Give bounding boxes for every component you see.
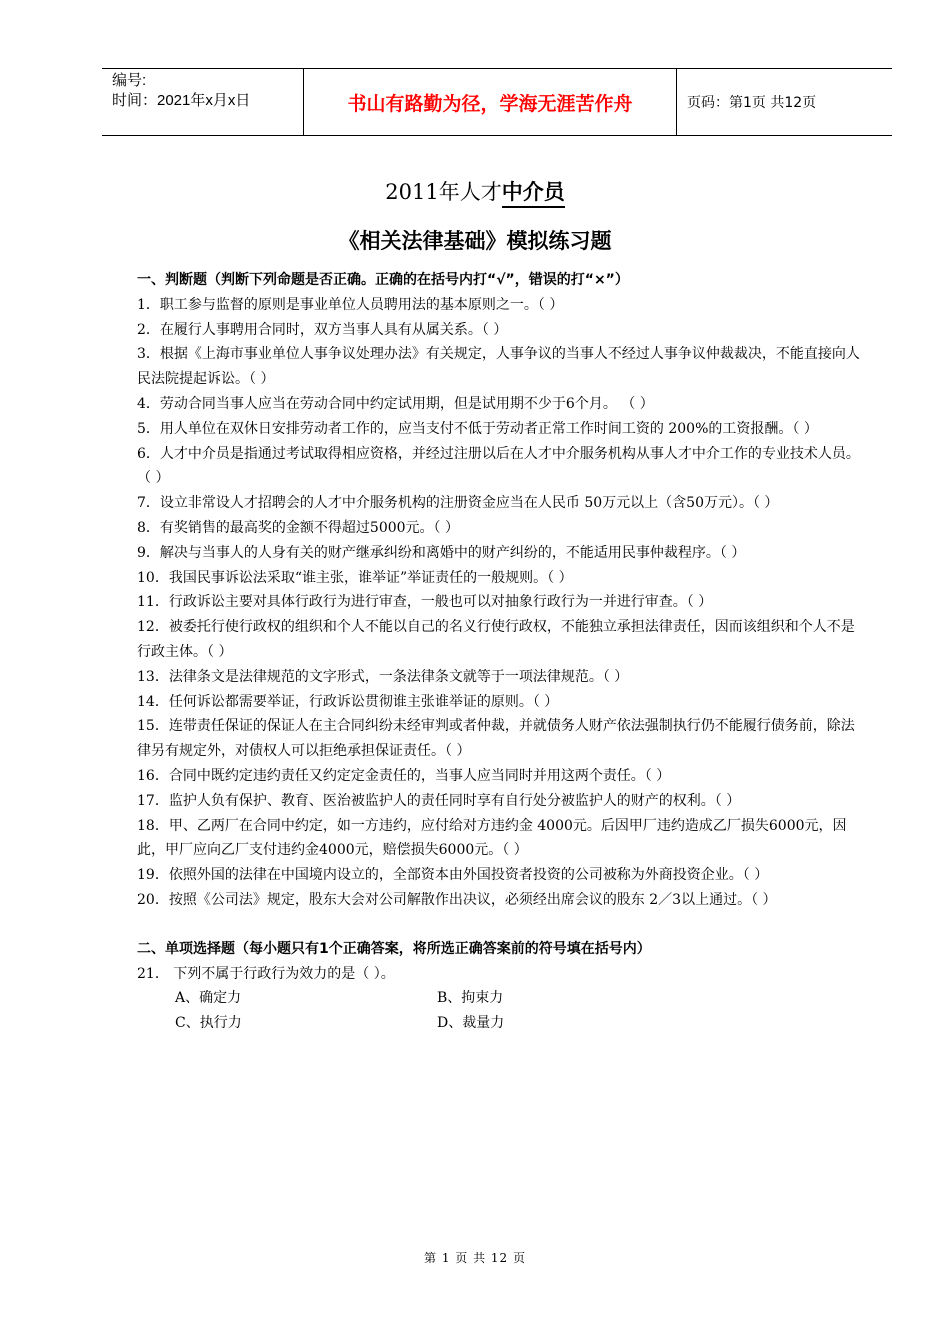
doc-title-line2: 《相关法律基础》模拟练习题	[338, 229, 612, 253]
question-2: 2．在履行人事聘用合同时，双方当事人具有从属关系。（ ）	[137, 321, 508, 338]
question-4: 4．劳动合同当事人应当在劳动合同中约定试用期，但是试用期不少于6个月。 （ ）	[137, 395, 654, 412]
document-header	[102, 68, 892, 136]
question-8: 8．有奖销售的最高奖的金额不得超过5000元。（ ）	[137, 519, 459, 536]
options-row-1	[137, 986, 865, 1011]
section-gap	[137, 913, 865, 937]
question-19: 19．依照外国的法律在中国境内设立的，全部资本由外国投资者投资的公司被称为外商投资企业。（ ）	[137, 867, 769, 884]
section2-heading: 二、单项选择题（每小题只有1个正确答案，将所选正确答案前的符号填在括号内）	[137, 940, 651, 957]
question-7: 7．设立非常设人才招聘会的人才中介服务机构的注册资金应当在人民币 50万元以上（含50万元）。（ ）	[137, 495, 779, 512]
header-page-info: 页码：第1页 共12页	[687, 95, 817, 111]
question-6: 6．人才中介员是指通过考试取得相应资格，并经过注册以后在人才中介服务机构从事人才中介工作的专业技术人员。（ ）	[137, 445, 860, 487]
option-b: B、拘束力	[437, 990, 504, 1007]
header-meta	[102, 69, 303, 135]
options-row-2	[137, 1011, 865, 1036]
question-11: 11．行政诉讼主要对具体行政行为进行审查，一般也可以对抽象行政行为一并进行审查。（ ）	[137, 594, 713, 611]
page-footer: 第 1 页 共 12 页	[424, 1251, 526, 1265]
question-10: 10．我国民事诉讼法采取“谁主张，谁举证”举证责任的一般规则。（ ）	[137, 569, 573, 586]
title-prefix: 2011年人才	[385, 180, 502, 204]
question-14: 14．任何诉讼都需要举证，行政诉讼贯彻谁主张谁举证的原则。（ ）	[137, 693, 559, 710]
option-d: D、裁量力	[437, 1015, 505, 1032]
question-9: 9．解决与当事人的人身有关的财产继承纠纷和离婚中的财产纠纷的，不能适用民事仲裁程序。（ ）	[137, 544, 746, 561]
option-c: C、执行力	[175, 1015, 242, 1032]
question-5: 5．用人单位在双休日安排劳动者工作的，应当支付不低于劳动者正常工作时间工资的 200%的工资报酬。（ ）	[137, 420, 818, 437]
question-3: 3．根据《上海市事业单位人事争议处理办法》有关规定，人事争议的当事人不经过人事争议仲裁裁决，不能直接向人民法院提起诉讼。（ ）	[137, 346, 860, 388]
question-16: 16．合同中既约定违约责任又约定定金责任的，当事人应当同时并用这两个责任。（ ）	[137, 767, 671, 784]
title-underlined: 中介员	[502, 179, 565, 208]
header-motto: 书山有路勤为径，学海无涯苦作舟	[303, 69, 677, 135]
section1-heading: 一、判断题（判断下列命题是否正确。正确的在括号内打“√”，错误的打“×”）	[137, 272, 629, 288]
time-label: 时间：2021年x月x日	[112, 92, 251, 109]
document-body	[137, 268, 865, 1036]
question-13: 13．法律条文是法律规范的文字形式，一条法律条文就等于一项法律规范。（ ）	[137, 668, 629, 685]
question-18: 18．甲、乙两厂在合同中约定，如一方违约，应付给对方违约金 4000元。后因甲厂违约造成乙厂损失6000元，因此，甲厂应向乙厂支付违约金4000元，赔偿损失6000元。（ ）	[137, 817, 847, 859]
option-a: A、确定力	[175, 990, 242, 1007]
question-20: 20．按照《公司法》规定，股东大会对公司解散作出决议，必须经出席会议的股东 2／3以上通过。（ ）	[137, 891, 777, 908]
question-1: 1．职工参与监督的原则是事业单位人员聘用法的基本原则之一。（ ）	[137, 296, 564, 313]
question-21: 21． 下列不属于行政行为效力的是（ ）。	[137, 965, 395, 982]
question-17: 17．监护人负有保护、教育、医治被监护人的责任同时享有自行处分被监护人的财产的权利。（ ）	[137, 792, 741, 809]
question-15: 15．连带责任保证的保证人在主合同纠纷未经审判或者仲裁，并就债务人财产依法强制执行仍不能履行债务前，除法律另有规定外，对债权人可以拒绝承担保证责任。（ ）	[137, 718, 855, 760]
question-12: 12．被委托行使行政权的组织和个人不能以自己的名义行使行政权，不能独立承担法律责任，因而该组织和个人不是行政主体。（ ）	[137, 619, 855, 660]
doc-title-line1	[0, 176, 950, 206]
number-label: 编号:	[112, 72, 147, 89]
